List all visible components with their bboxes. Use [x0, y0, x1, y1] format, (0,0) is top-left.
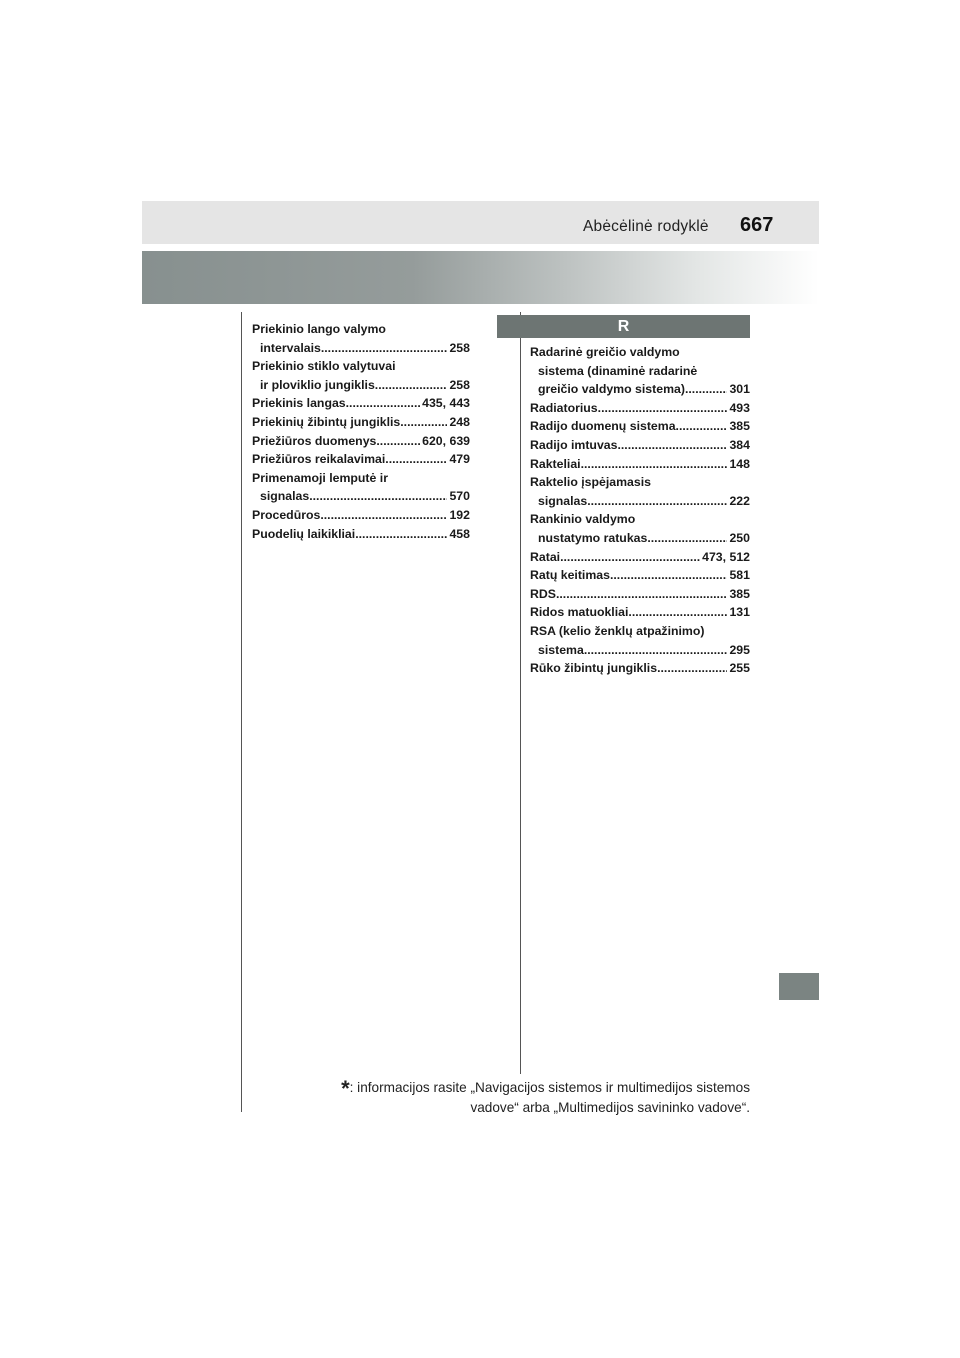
index-entry-page: 258: [449, 377, 470, 392]
dot-leader: [584, 641, 728, 660]
footnote-marker: *: [341, 1076, 350, 1101]
index-entry-line: [530, 380, 750, 399]
page-number: 667: [740, 214, 774, 236]
index-entry-term: Radiatorius: [530, 400, 598, 415]
index-entry: [530, 399, 750, 418]
index-entry: [530, 343, 750, 399]
dot-leader: [628, 603, 727, 622]
index-entry: [530, 548, 750, 567]
index-entry-term: Priekinių žibintų jungiklis: [252, 414, 401, 429]
index-entry-term: intervalais: [260, 340, 321, 355]
index-entry-line: [530, 548, 750, 567]
index-entry-term: Ratai: [530, 549, 561, 564]
index-entry-text: Rankinio valdymo: [530, 512, 636, 527]
index-entry-text: sistema (dinaminė radarinė: [538, 363, 698, 378]
dot-leader: [657, 659, 727, 678]
dot-leader: [685, 380, 728, 399]
index-column-left: [252, 320, 470, 543]
footnote-text-1: : informacijos rasite „Navigacijos sistemos ir multimedijos sistemos: [349, 1080, 750, 1095]
index-entry-line: [530, 417, 750, 436]
index-entry-page: 473, 512: [702, 549, 750, 564]
index-entry-term: Ridos matuokliai: [530, 605, 629, 620]
index-entry-text: RSA (kelio ženklų atpažinimo): [530, 623, 705, 638]
index-entry-line: [530, 603, 750, 622]
header-band: [142, 201, 819, 244]
index-entry-term: Ratų keitimas: [530, 568, 610, 583]
index-entry-term: RDS: [530, 586, 556, 601]
index-entry-line: [252, 450, 470, 469]
index-entry-page: 301: [729, 382, 750, 397]
dot-leader: [617, 436, 727, 455]
index-entry-term: Radijo duomenų sistema: [530, 419, 676, 434]
dot-leader: [560, 548, 700, 567]
dot-leader: [376, 432, 420, 451]
index-entry-page: 255: [729, 661, 750, 676]
index-entry: [530, 585, 750, 604]
index-entry: [530, 510, 750, 547]
index-entry-page: 384: [729, 437, 750, 452]
dot-leader: [346, 394, 420, 413]
index-entry-page: 570: [449, 489, 470, 504]
index-entry-text: Priekinio lango valymo: [252, 322, 386, 336]
index-entry-text: Priekinio stiklo valytuvai: [252, 359, 396, 374]
index-entry-line: [252, 339, 470, 358]
dot-leader: [610, 566, 728, 585]
index-entry-line: [252, 487, 470, 506]
index-entry: [530, 566, 750, 585]
index-entry-term: signalas: [260, 489, 310, 504]
index-entry-term: Procedūros: [252, 507, 321, 522]
index-entry: [530, 659, 750, 678]
index-entry: [530, 417, 750, 436]
index-entry-term: nustatymo ratukas: [538, 530, 648, 545]
index-entry: [252, 320, 470, 357]
dot-leader: [581, 455, 728, 474]
dot-leader: [676, 417, 728, 436]
dot-leader: [385, 450, 447, 469]
index-entry-term: Priežiūros reikalavimai: [252, 452, 386, 467]
index-entry-line: [252, 432, 470, 451]
index-entry-line: [252, 376, 470, 395]
index-entry-page: 385: [729, 419, 750, 434]
index-entry-page: 192: [449, 507, 470, 522]
dot-leader: [400, 413, 447, 432]
index-entry: [252, 506, 470, 525]
index-entry-page: 258: [449, 340, 470, 355]
dot-leader: [647, 529, 727, 548]
index-entry-text: Raktelio įspėjamasis: [530, 475, 651, 490]
index-entry-term: Rūko žibintų jungiklis: [530, 661, 658, 676]
index-entry-line: [530, 436, 750, 455]
index-entry-page: 435, 443: [422, 396, 470, 411]
index-entry-page: 620, 639: [422, 433, 470, 448]
footnote-line-2: vadove“ arba „Multimedijos savininko vadove“.: [470, 1100, 750, 1115]
dot-leader: [375, 376, 448, 395]
index-entry-page: 222: [729, 493, 750, 508]
index-entry-page: 148: [729, 456, 750, 471]
footnote-line-1: [250, 1076, 750, 1101]
index-entry: [530, 603, 750, 622]
index-entry-line: [530, 492, 750, 511]
index-entry: [252, 413, 470, 432]
chapter-side-tab: [779, 973, 819, 1000]
dot-leader: [556, 585, 728, 604]
index-entry: [530, 436, 750, 455]
index-entry-line: [530, 659, 750, 678]
index-entry: [530, 473, 750, 510]
index-entry-term: Rakteliai: [530, 456, 581, 471]
index-entry-term: Radijo imtuvas: [530, 437, 618, 452]
index-entry-page: 493: [729, 400, 750, 415]
dot-leader: [355, 525, 447, 544]
index-entry-page: 248: [449, 414, 470, 429]
index-entry-term: greičio valdymo sistema): [538, 382, 685, 397]
index-entry-line: [252, 394, 470, 413]
index-entry-line: [252, 525, 470, 544]
index-entry-page: 131: [729, 605, 750, 620]
index-entry-line: [530, 641, 750, 660]
left-column-rule: [241, 312, 242, 1112]
index-entry: [252, 525, 470, 544]
index-entry-line: [530, 585, 750, 604]
letter-heading-r: R: [497, 315, 750, 338]
index-entry-page: 479: [449, 452, 470, 467]
index-entry: [252, 394, 470, 413]
index-entry: [252, 469, 470, 506]
index-entry: [252, 357, 470, 394]
index-entry-page: 250: [729, 530, 750, 545]
index-entry-line: [252, 506, 470, 525]
index-entry-term: Puodelių laikikliai: [252, 526, 356, 541]
dot-leader: [587, 492, 727, 511]
index-entry: [530, 455, 750, 474]
index-entry-page: 581: [729, 568, 750, 583]
index-entry-page: 385: [729, 586, 750, 601]
index-entry-term: Priekinis langas: [252, 396, 346, 411]
index-entry-term: Priežiūros duomenys: [252, 433, 377, 448]
index-entry-line: [530, 566, 750, 585]
column-divider: [520, 312, 521, 1074]
index-entry-text: Radarinė greičio valdymo: [530, 345, 680, 359]
dot-leader: [321, 339, 448, 358]
index-entry-line: [530, 455, 750, 474]
index-entry-line: [530, 399, 750, 418]
dot-leader: [598, 399, 728, 418]
index-entry-term: sistema: [538, 642, 584, 657]
index-entry: [530, 622, 750, 659]
index-entry-page: 295: [729, 642, 750, 657]
decorative-gradient-band: [142, 251, 819, 304]
index-entry-line: [530, 529, 750, 548]
index-entry-term: ir ploviklio jungiklis: [260, 377, 375, 392]
index-entry: [252, 450, 470, 469]
dot-leader: [309, 487, 447, 506]
section-title: Abėcėlinė rodyklė: [583, 218, 709, 235]
index-entry: [252, 432, 470, 451]
index-column-right: [530, 343, 750, 678]
index-entry-text: Primenamoji lemputė ir: [252, 470, 388, 485]
index-entry-page: 458: [449, 526, 470, 541]
index-entry-line: [252, 413, 470, 432]
footnote: [250, 1078, 750, 1118]
index-entry-term: signalas: [538, 493, 588, 508]
dot-leader: [320, 506, 447, 525]
